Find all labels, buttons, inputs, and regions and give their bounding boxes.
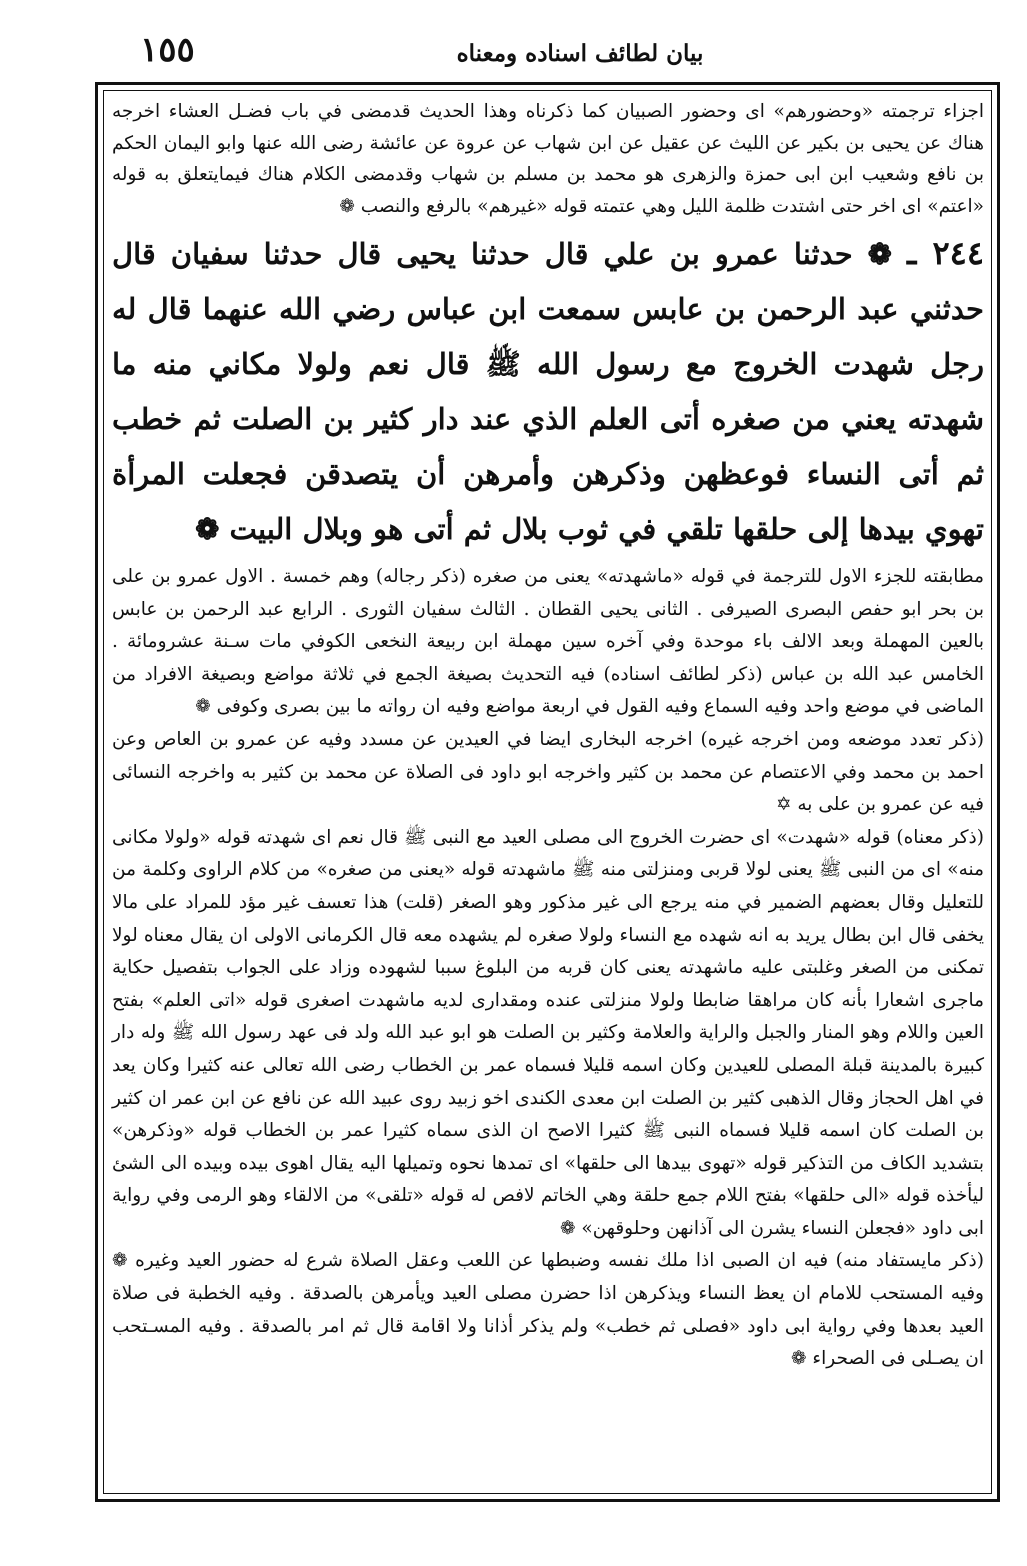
running-header: بيان لطائف اسناده ومعناه bbox=[456, 40, 704, 67]
top-note: اجزاء ترجمته «وحضورهم» اى وحضور الصبيان كما ذكرناه وهذا الحديث قدمضى في باب فضـل العشاء اخرجه هناك عن يحيى بن بكير عن الليث عن عقيل عن ابن شهاب عن عروة عن عائشة رضى الله عنها وابو اليمان الحكم بن نافع وشعيب ابن ابى حمزة والزهرى هو محمد بن مسلم بن شهاب وقدمضى الكلام هناك فيمايتعلق به قوله «اعتم» اى اخر حتى اشتدت ظلمة الليل وهي عتمته قوله «غيرهم» بالرفع والنصب ❁ bbox=[112, 101, 984, 217]
commentary-benefits: (ذكر مايستفاد منه) فيه ان الصبى اذا ملك نفسه وضبطها عن اللعب وعقل الصلاة شرع له حضور العيد وغيره ❁ وفيه المستحب للامام ان يعظ النساء ويذكرهن اذا حضرن مصلى العيد ويأمرهن بالصدقة . وفيه الخطبة فى صلاة العيد بعدها وفي رواية ابى داود «فصلى ثم خطب» ولم يذكر أذانا ولا اقامة قال ثم امر بالصدقة . وفيه المسـتحب ان يصـلى فى الصحراء ❁ bbox=[112, 1250, 984, 1370]
hadith-text: ❁ حدثنا عمرو بن علي قال حدثنا يحيى قال حدثنا سفيان قال حدثني عبد الرحمن بن عابس سمعت ابن عباس رضي الله عنهما قال له رجل شهدت الخروج مع رسول الله ﷺ قال نعم ولولا مكاني منه ما شهدته يعني من صغره أتى العلم الذي عند دار كثير بن الصلت ثم خطب ثم أتى النساء فوعظهن وذكرهن وأمرهن أن يتصدقن فجعلت المرأة تهوي بيدها إلى حلقها تلقي في ثوب بلال ثم أتى هو وبلال البيت ❁ bbox=[112, 237, 984, 546]
page-number: ١٥٥ bbox=[140, 30, 195, 70]
page-body bbox=[112, 96, 984, 1486]
hadith-block bbox=[112, 226, 984, 557]
commentary-meaning: (ذكر معناه) قوله «شهدت» اى حضرت الخروج الى مصلى العيد مع النبى ﷺ قال نعم اى شهدته قوله «ولولا مكانى منه» اى من النبى ﷺ يعنى لولا قربى ومنزلتى منه ﷺ ماشهدته قوله «يعنى من صغره» من كلام الراوى وكلمة من للتعليل وقال بعضهم الضمير في منه يرجع الى غير مذكور وهو الصغر (قلت) هذا تعسف غير مؤد للمراد على مالا يخفى قال ابن بطال يريد به انه شهده مع النساء ولولا صغره لم يشهده معه قال الكرمانى الاولى ان يقال معناه لولا تمكنى من الصغر وغلبتى عليه ماشهدته يعنى كان قربه من البلوغ سببا لشهوده وزاد على الجواب بتفصيل حكاية ماجرى اشعارا بأنه كان مراهقا ضابطا ولولا منزلتى عنده ومقدارى لديه ماشهدت اصغرى قوله «اتى العلم» بفتح العين واللام وهو المنار والجبل والراية والعلامة وكثير بن الصلت هو ابو عبد الله ولد فى عهد رسول الله ﷺ وله دار كبيرة بالمدينة قبلة المصلى للعيدين وكان اسمه قليلا فسماه عمر بن الخطاب رضى الله تعالى عنه كثيرا وكان يعد في اهل الحجاز وقال الذهبى كثير بن الصلت ابن معدى الكندى اخو زبيد روى عبيد الله عن نافع عن ابن عمر ان كثير بن الصلت كان اسمه قليلا فسماه النبى ﷺ كثيرا الاصح ان الذى سماه كثيرا عمر بن الخطاب قوله «وذكرهن» بتشديد الكاف من التذكير قوله «تهوى بيدها الى حلقها» اى تمدها نحوه وتميلها اليه يقال اهوى بيده وبيده الى الشئ ليأخذه قوله «الى حلقها» بفتح اللام جمع حلقة وهي الخاتم لافص له قوله «تلقى» من الالقاء وهو الرمى وفي رواية ابى داود «فجعلن النساء يشرن الى آذانهن وحلوقهن» ❁ bbox=[112, 826, 984, 1239]
commentary-sources: (ذكر تعدد موضعه ومن اخرجه غيره) اخرجه البخارى ايضا في العيدين عن مسدد وفيه عن عمرو بن العاص وعن احمد بن محمد وفي الاعتصام عن محمد بن كثير واخرجه ابو داود فى الصلاة عن محمد بن كثير به واخرجه النسائى فيه عن عمرو بن على به ✡ bbox=[112, 728, 984, 816]
hadith-number: ٢٤٤ ـ bbox=[907, 234, 984, 272]
commentary-narrators: مطابقته للجزء الاول للترجمة في قوله «ماشهدته» يعنى من صغره (ذكر رجاله) وهم خمسة . الاول عمرو بن على بن بحر ابو حفص البصرى الصيرفى . الثانى يحيى القطان . الثالث سفيان الثورى . الرابع عبد الرحمن بن عابس بالعين المهملة وبعد الالف باء موحدة وفي آخره سين مهملة ابن ربيعة النخعى الكوفي مات سـنة عشرومائة . الخامس عبد الله بن عباس (ذكر لطائف اسناده) فيه التحديث بصيغة الجمع في ثلاثة مواضع وبصيغة الافراد من الماضى في موضع واحد وفيه السماع وفيه القول في اربعة مواضع وفيه ان رواته ما بين بصرى وكوفى ❁ bbox=[112, 566, 984, 718]
